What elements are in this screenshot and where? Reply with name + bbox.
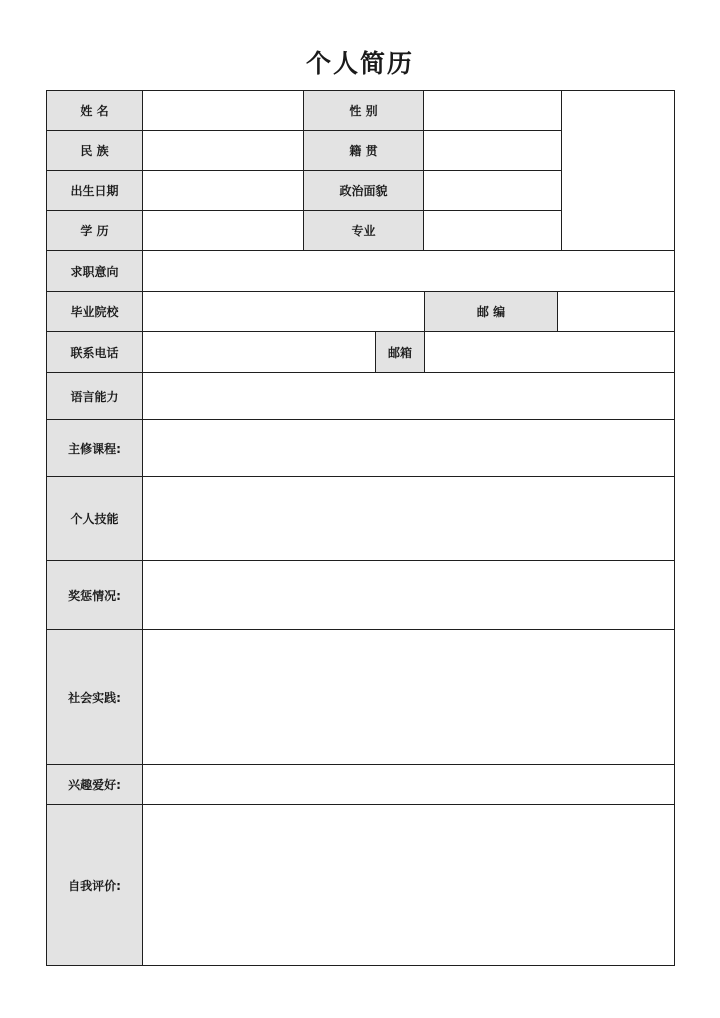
page-title: 个人简历 <box>305 49 414 78</box>
ethnicity-field[interactable] <box>142 130 304 171</box>
skills-label: 个人技能 <box>46 476 143 561</box>
language-label: 语言能力 <box>46 372 143 420</box>
school-label: 毕业院校 <box>46 291 143 332</box>
ethnicity-label: 民 族 <box>46 130 143 171</box>
birth-date-field[interactable] <box>142 170 304 211</box>
photo-box[interactable] <box>561 90 675 251</box>
courses-field[interactable] <box>142 419 675 477</box>
native-place-label: 籍 贯 <box>303 130 424 171</box>
major-label: 专业 <box>303 210 424 251</box>
phone-field[interactable] <box>142 331 376 373</box>
courses-label: 主修课程: <box>46 419 143 477</box>
phone-label: 联系电话 <box>46 331 143 373</box>
postcode-field[interactable] <box>557 291 675 332</box>
language-field[interactable] <box>142 372 675 420</box>
political-status-field[interactable] <box>423 170 562 211</box>
practice-label: 社会实践: <box>46 629 143 765</box>
awards-label: 奖惩情况: <box>46 560 143 630</box>
education-label: 学 历 <box>46 210 143 251</box>
awards-field[interactable] <box>142 560 675 630</box>
name-label: 姓 名 <box>46 90 143 131</box>
hobbies-label: 兴趣爱好: <box>46 764 143 805</box>
major-field[interactable] <box>423 210 562 251</box>
postcode-label: 邮 编 <box>424 291 558 332</box>
education-field[interactable] <box>142 210 304 251</box>
native-place-field[interactable] <box>423 130 562 171</box>
self-evaluation-field[interactable] <box>142 804 675 966</box>
school-field[interactable] <box>142 291 425 332</box>
self-evaluation-label: 自我评价: <box>46 804 143 966</box>
job-intention-field[interactable] <box>142 250 675 292</box>
hobbies-field[interactable] <box>142 764 675 805</box>
birth-date-label: 出生日期 <box>46 170 143 211</box>
email-label: 邮箱 <box>375 331 425 373</box>
job-intention-label: 求职意向 <box>46 250 143 292</box>
email-field[interactable] <box>424 331 675 373</box>
gender-label: 性 别 <box>303 90 424 131</box>
political-status-label: 政治面貌 <box>303 170 424 211</box>
practice-field[interactable] <box>142 629 675 765</box>
skills-field[interactable] <box>142 476 675 561</box>
gender-field[interactable] <box>423 90 562 131</box>
name-field[interactable] <box>142 90 304 131</box>
